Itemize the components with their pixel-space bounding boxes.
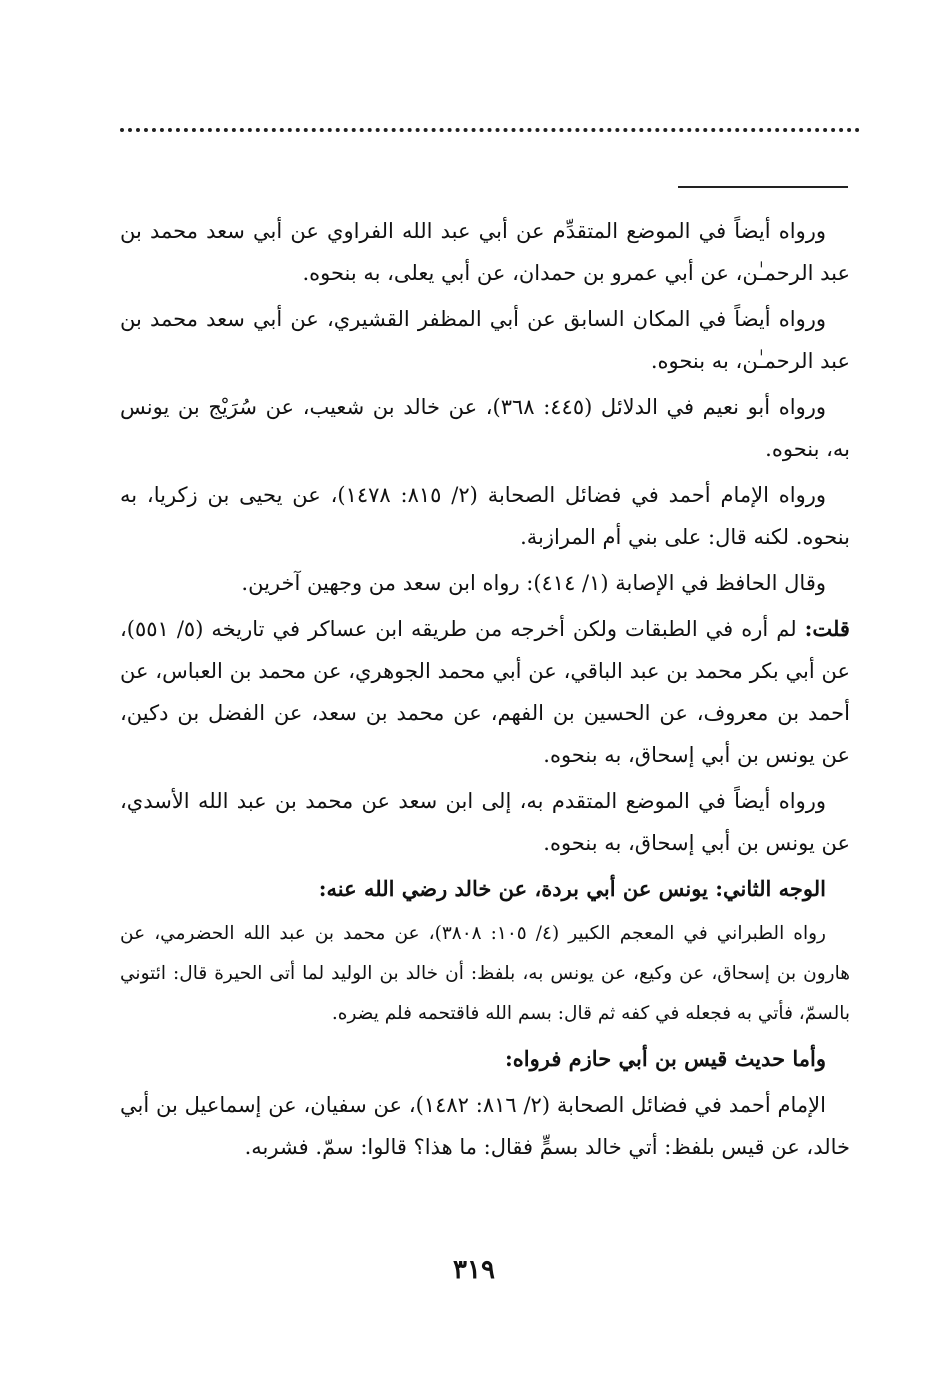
paragraph-4: ورواه الإمام أحمد في فضائل الصحابة (٢/ ٨١٥: ١٤٧٨)، عن يحيى بن زكريا، به بنحوه. لكنه قال: على بني أم المرازبة. <box>120 483 850 549</box>
page-number: ٣١٩ <box>453 1255 495 1285</box>
paragraph-11: الإمام أحمد في فضائل الصحابة (٢/ ٨١٦: ١٤٨٢)، عن سفيان، عن إسماعيل بن أبي خالد، عن قيس بلفظ: أتي خالد بسمٍّ فقال: ما هذا؟ قالوا: سمّ. فشربه. <box>120 1093 850 1159</box>
section-heading-qays: وأما حديث قيس بن أبي حازم فرواه: <box>505 1046 826 1071</box>
footnote-body <box>120 210 850 1172</box>
paragraph-1: ورواه أيضاً في الموضع المتقدِّم عن أبي عبد الله الفراوي عن أبي سعد محمد بن عبد الرحمـٰن، عن أبي عمرو بن حمدان، عن أبي يعلى، به بنحوه. <box>120 219 850 285</box>
paragraph-3: ورواه أبو نعيم في الدلائل (٤٤٥: ٣٦٨)، عن خالد بن شعيب، عن سُرَيْج بن يونس به، بنحوه. <box>120 395 850 461</box>
paragraph-6-text: لم أره في الطبقات ولكن أخرجه من طريقه ابن عساكر في تاريخه (٥/ ٥٥١)، عن أبي بكر محمد بن عبد الباقي، عن أبي محمد الجوهري، عن محمد بن العباس، عن أحمد بن معروف، عن الحسين بن الفهم، عن محمد بن سعد، عن الفضل بن دكين، عن يونس بن أبي إسحاق، به بنحوه. <box>120 617 850 767</box>
paragraph-9: رواه الطبراني في المعجم الكبير (٤/ ١٠٥: ٣٨٠٨)، عن محمد بن عبد الله الحضرمي، عن هارون بن إسحاق، عن وكيع، عن يونس به، بلفظ: أن خالد بن الوليد لما أتى الحيرة قال: ائتوني بالسمّ، فأتي به فجعله في كفه ثم قال: بسم الله فاقتحمه فلم يضره. <box>120 923 850 1024</box>
paragraph-6 <box>120 608 850 776</box>
paragraph-5: وقال الحافظ في الإصابة (١/ ٤١٤): رواه ابن سعد من وجهين آخرين. <box>241 571 826 595</box>
dotted-separator <box>120 128 860 142</box>
paragraph-2: ورواه أيضاً في المكان السابق عن أبي المظفر القشيري، عن أبي سعد محمد بن عبد الرحمـٰن، به بنحوه. <box>120 307 850 373</box>
paragraph-6-lead: قلت: <box>804 616 850 641</box>
footnote-rule <box>678 186 848 188</box>
section-heading-second-aspect: الوجه الثاني: يونس عن أبي بردة، عن خالد رضي الله عنه: <box>318 876 826 901</box>
paragraph-7: ورواه أيضاً في الموضع المتقدم به، إلى ابن سعد عن محمد بن عبد الله الأسدي، عن يونس بن أبي إسحاق، به بنحوه. <box>120 789 850 855</box>
